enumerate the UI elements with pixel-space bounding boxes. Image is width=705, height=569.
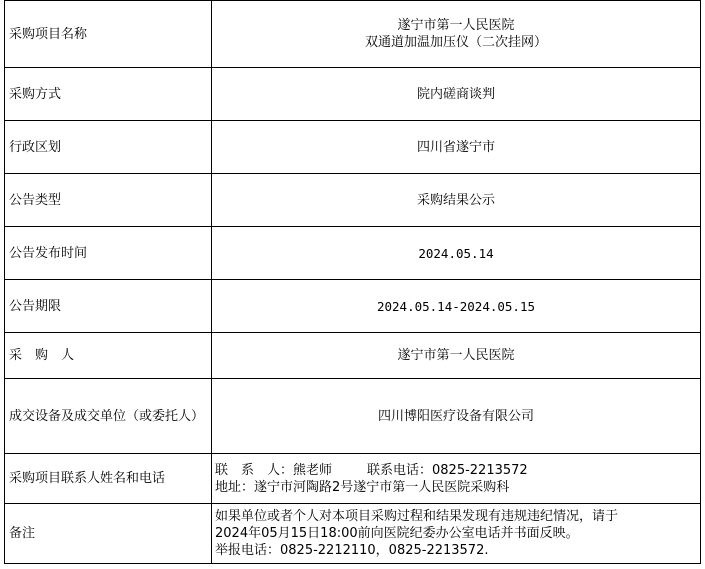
project-name-label: 采购项目名称	[5, 1, 212, 68]
notice-period-value: 2024.05.14-2024.05.15	[212, 280, 701, 333]
purchaser-label: 采 购 人	[5, 333, 212, 379]
notice-type-value: 采购结果公示	[212, 174, 701, 227]
notice-period-label: 公告期限	[5, 280, 212, 333]
row-remarks	[5, 504, 701, 564]
administrative-region-label: 行政区划	[5, 121, 212, 174]
remarks-line-3: 举报电话：0825-2212110，0825-2213572.	[215, 543, 489, 558]
procurement-method-value: 院内磋商谈判	[212, 68, 701, 121]
winning-supplier-label: 成交设备及成交单位（或委托人）	[5, 379, 212, 454]
row-winning-supplier	[5, 379, 701, 454]
contact-line	[215, 462, 696, 479]
row-notice-period	[5, 280, 701, 333]
contact-label: 采购项目联系人姓名和电话	[5, 454, 212, 504]
contact-value	[212, 454, 701, 504]
row-project-name	[5, 1, 701, 68]
remarks-line-1: 如果单位或者个人对本项目采购过程和结果发现有违规违纪情况，请于	[215, 509, 619, 524]
contact-person: 联 系 人：熊老师	[215, 462, 333, 478]
purchaser-value: 遂宁市第一人民医院	[212, 333, 701, 379]
row-notice-type	[5, 174, 701, 227]
remarks-label: 备注	[5, 504, 212, 564]
winning-supplier-value: 四川博阳医疗设备有限公司	[212, 379, 701, 454]
publish-time-label: 公告发布时间	[5, 227, 212, 280]
procurement-method-label: 采购方式	[5, 68, 212, 121]
procurement-result-table	[4, 0, 701, 564]
remarks-value	[212, 504, 701, 564]
row-administrative-region	[5, 121, 701, 174]
row-contact	[5, 454, 701, 504]
project-name-value	[212, 1, 701, 68]
project-name-line-1: 遂宁市第一人民医院	[397, 18, 515, 33]
project-name-line-2: 双通道加温加压仪（二次挂网）	[364, 35, 547, 50]
row-procurement-method	[5, 68, 701, 121]
contact-phone: 联系电话：0825-2213572	[367, 462, 528, 478]
row-publish-time	[5, 227, 701, 280]
remarks-line-2: 2024年05月15日18:00前向医院纪委办公室电话并书面反映。	[215, 526, 579, 541]
administrative-region-value: 四川省遂宁市	[212, 121, 701, 174]
contact-address: 地址：遂宁市河陶路2号遂宁市第一人民医院采购科	[215, 479, 510, 495]
notice-type-label: 公告类型	[5, 174, 212, 227]
row-purchaser	[5, 333, 701, 379]
publish-time-value: 2024.05.14	[212, 227, 701, 280]
